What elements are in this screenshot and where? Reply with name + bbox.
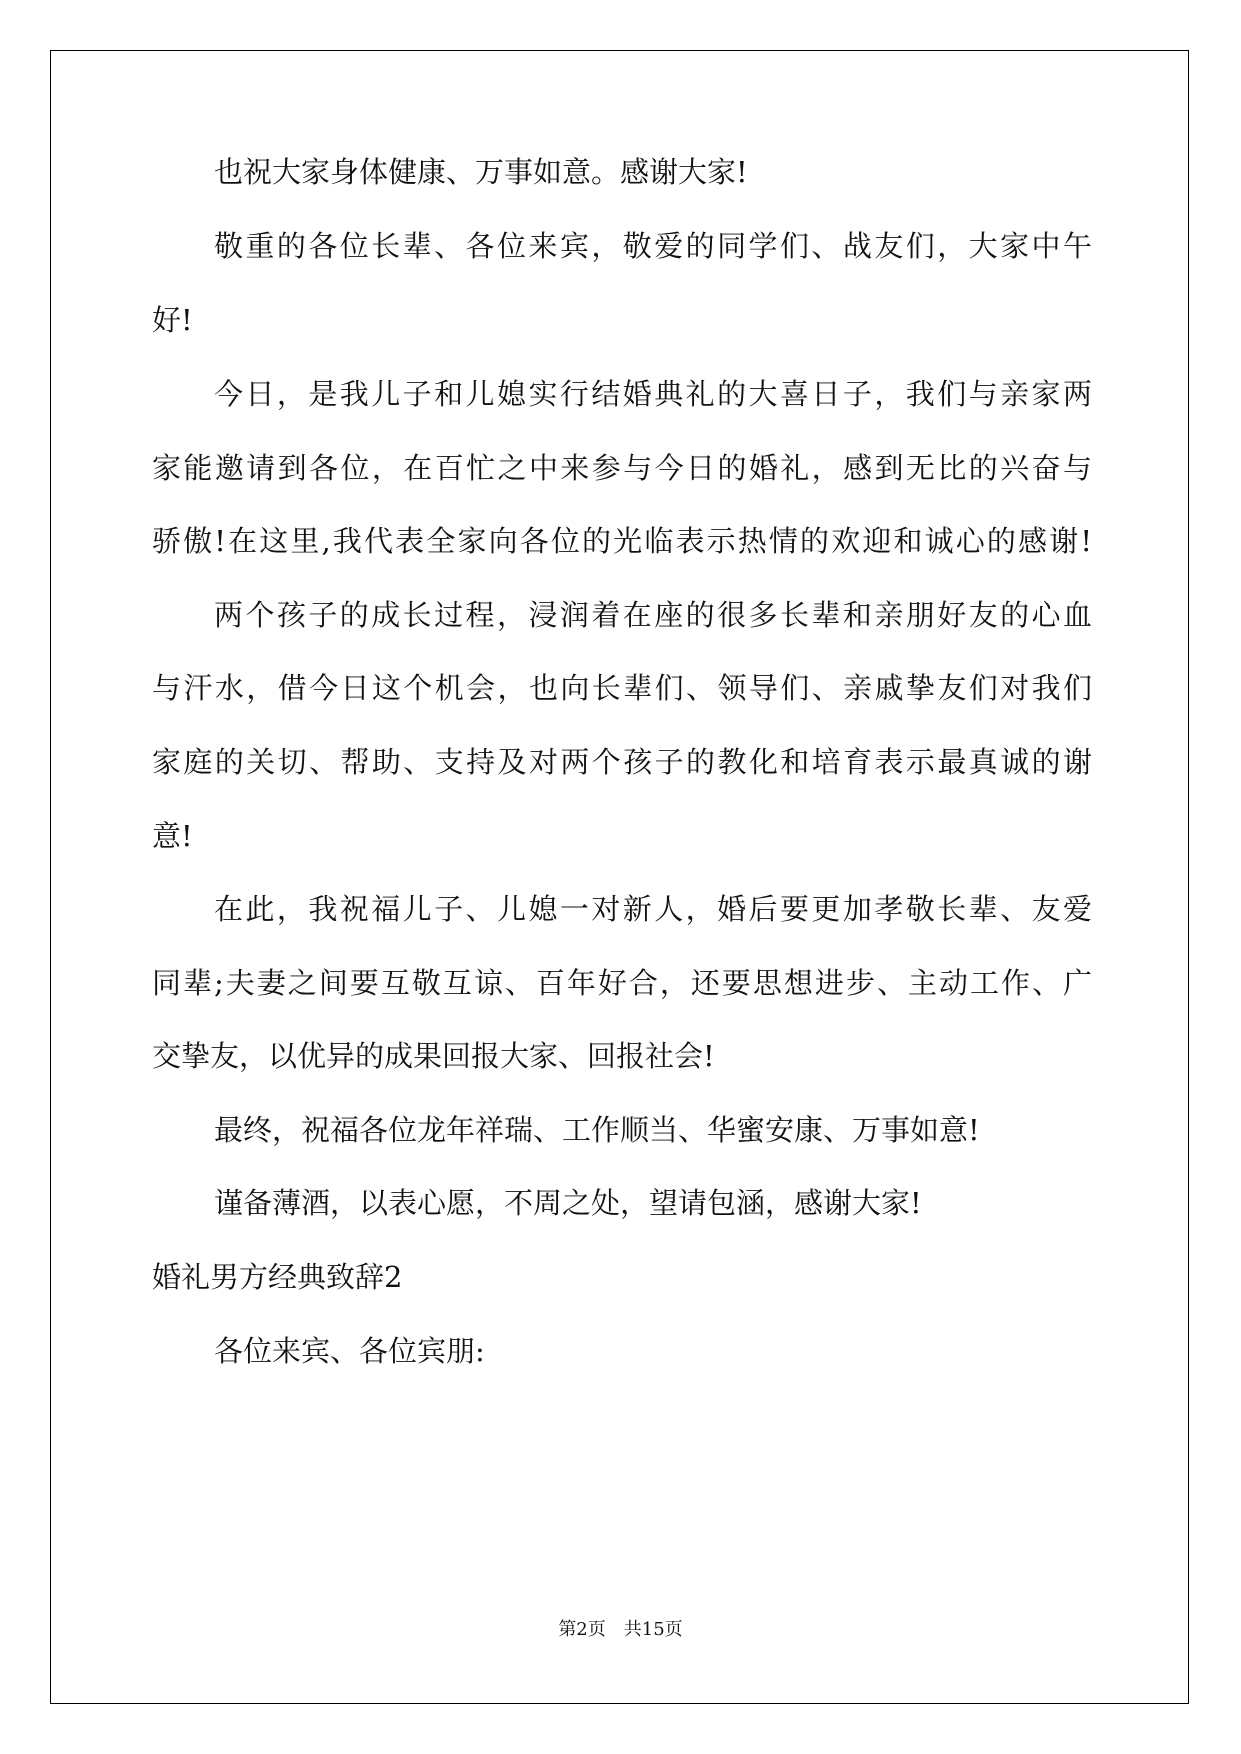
page-footer [0, 1615, 1241, 1641]
paragraph-line: 与汗水，借今日这个机会，也向长辈们、领导们、亲戚挚友们对我们 [152, 671, 1092, 705]
paragraph-line: 两个孩子的成长过程，浸润着在座的很多长辈和亲朋好友的心血 [214, 598, 1092, 632]
paragraph-line: 谨备薄酒，以表心愿，不周之处，望请包涵，感谢大家! [214, 1186, 922, 1220]
section-heading: 婚礼男方经典致辞2 [152, 1260, 403, 1294]
paragraph-line: 同辈;夫妻之间要互敬互谅、百年好合，还要思想进步、主动工作、广 [152, 966, 1092, 1000]
page-total: 共15页 [623, 1619, 683, 1640]
paragraph-line: 意! [152, 819, 193, 853]
paragraph-line: 交挚友，以优异的成果回报大家、回报社会! [152, 1039, 715, 1073]
paragraph-line: 敬重的各位长辈、各位来宾，敬爱的同学们、战友们，大家中午 [214, 229, 1092, 263]
paragraph-line: 各位来宾、各位宾朋: [214, 1334, 485, 1368]
paragraph-line: 家能邀请到各位，在百忙之中来参与今日的婚礼，感到无比的兴奋与 [152, 451, 1092, 485]
paragraph-line: 骄傲!在这里,我代表全家向各位的光临表示热情的欢迎和诚心的感谢! [152, 524, 1092, 558]
paragraph-line: 最终，祝福各位龙年祥瑞、工作顺当、华蜜安康、万事如意! [214, 1113, 980, 1147]
page-border [50, 50, 1189, 1704]
page-number: 第2页 [558, 1619, 606, 1640]
paragraph-line: 今日，是我儿子和儿媳实行结婚典礼的大喜日子，我们与亲家两 [214, 377, 1092, 411]
paragraph-line: 家庭的关切、帮助、支持及对两个孩子的教化和培育表示最真诚的谢 [152, 745, 1092, 779]
paragraph-line: 好! [152, 303, 193, 337]
paragraph-line: 在此，我祝福儿子、儿媳一对新人，婚后要更加孝敬长辈、友爱 [214, 892, 1092, 926]
paragraph-line: 也祝大家身体健康、万事如意。感谢大家! [214, 155, 748, 189]
